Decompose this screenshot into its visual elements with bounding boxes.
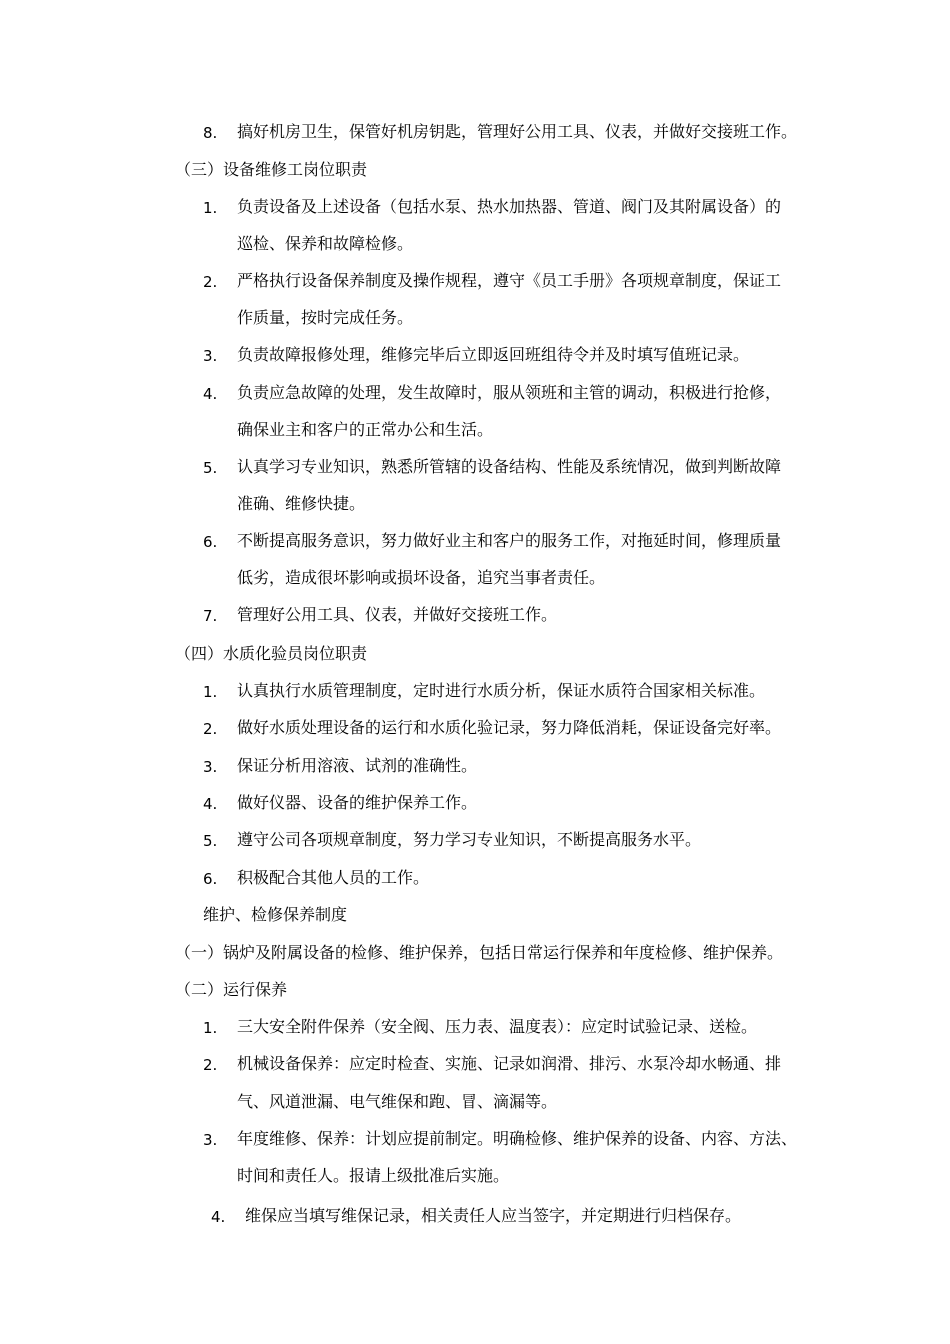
list-number: 2. — [203, 273, 218, 291]
list-item-text: 保证分析用溶液、试剂的准确性。 — [237, 756, 478, 775]
list-item-text: 年度维修、保养：计划应提前制定。明确检修、维护保养的设备、内容、方法、 — [237, 1129, 798, 1148]
list-number: 5. — [203, 459, 218, 477]
list-item-text: 巡检、保养和故障检修。 — [237, 234, 414, 253]
list-item-text: 机械设备保养：应定时检查、实施、记录如润滑、排污、水泵冷却水畅通、排 — [237, 1054, 782, 1073]
list-item-text: 负责设备及上述设备（包括水泵、热水加热器、管道、阀门及其附属设备）的 — [237, 197, 782, 216]
list-number: 1. — [203, 683, 218, 701]
section-heading: （三）设备维修工岗位职责 — [175, 160, 368, 179]
section-heading: （二）运行保养 — [175, 980, 288, 999]
list-item-text: 三大安全附件保养（安全阀、压力表、温度表）：应定时试验记录、送检。 — [237, 1017, 758, 1036]
list-item-text: 负责故障报修处理，维修完毕后立即返回班组待令并及时填写值班记录。 — [237, 345, 750, 364]
list-number: 3. — [203, 347, 218, 365]
list-item-text: 严格执行设备保养制度及操作规程，遵守《员工手册》各项规章制度，保证工 — [237, 271, 782, 290]
list-number: 2. — [203, 720, 218, 738]
list-number: 6. — [203, 870, 218, 888]
list-item-text: 负责应急故障的处理，发生故障时，服从领班和主管的调动，积极进行抢修， — [237, 383, 782, 402]
list-number: 3. — [203, 758, 218, 776]
list-item-text: 认真学习专业知识，熟悉所管辖的设备结构、性能及系统情况，做到判断故障 — [237, 457, 782, 476]
list-number: 8. — [203, 124, 218, 142]
list-item-text: 搞好机房卫生，保管好机房钥匙，管理好公用工具、仪表，并做好交接班工作。 — [237, 122, 798, 141]
list-number: 3. — [203, 1131, 218, 1149]
list-item-text: 管理好公用工具、仪表，并做好交接班工作。 — [237, 605, 558, 624]
list-item-text: 做好仪器、设备的维护保养工作。 — [237, 793, 478, 812]
list-item-text: 低劣，造成很坏影响或损坏设备，追究当事者责任。 — [237, 568, 606, 587]
maintenance-title: 维护、检修保养制度 — [203, 905, 348, 924]
list-item-text: 准确、维修快捷。 — [237, 494, 366, 513]
list-number: 1. — [203, 199, 218, 217]
list-item-text: 作质量，按时完成任务。 — [237, 308, 414, 327]
list-number: 4. — [211, 1208, 226, 1226]
list-item-text: 维保应当填写维保记录，相关责任人应当签字，并定期进行归档保存。 — [245, 1206, 742, 1225]
list-number: 2. — [203, 1056, 218, 1074]
list-item-text: 确保业主和客户的正常办公和生活。 — [237, 420, 494, 439]
list-item-text: 遵守公司各项规章制度，努力学习专业知识，不断提高服务水平。 — [237, 830, 702, 849]
list-number: 6. — [203, 533, 218, 551]
list-item-text: 做好水质处理设备的运行和水质化验记录，努力降低消耗，保证设备完好率。 — [237, 718, 782, 737]
list-number: 4. — [203, 795, 218, 813]
list-item-text: 气、风道泄漏、电气维保和跑、冒、滴漏等。 — [237, 1092, 558, 1111]
list-number: 7. — [203, 607, 218, 625]
section-heading: （一）锅炉及附属设备的检修、维护保养，包括日常运行保养和年度检修、维护保养。 — [175, 943, 784, 962]
section-heading: （四）水质化验员岗位职责 — [175, 644, 368, 663]
list-item-text: 不断提高服务意识，努力做好业主和客户的服务工作，对拖延时间，修理质量 — [237, 531, 782, 550]
list-item-text: 认真执行水质管理制度，定时进行水质分析，保证水质符合国家相关标准。 — [237, 681, 766, 700]
list-item-text: 时间和责任人。报请上级批准后实施。 — [237, 1166, 510, 1185]
list-number: 5. — [203, 832, 218, 850]
list-item-text: 积极配合其他人员的工作。 — [237, 868, 430, 887]
list-number: 4. — [203, 385, 218, 403]
list-number: 1. — [203, 1019, 218, 1037]
